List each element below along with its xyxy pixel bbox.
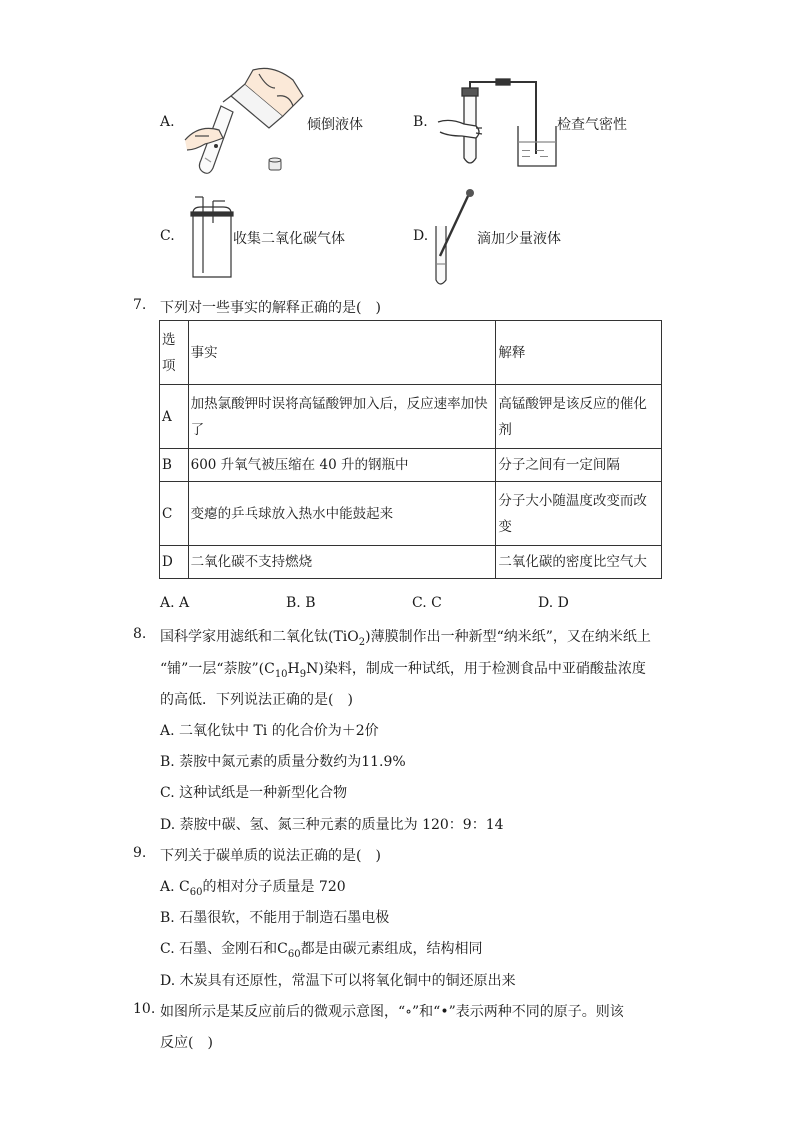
question-8-line-2 <box>160 658 646 680</box>
option-d-caption: 滴加少量液体 <box>477 231 561 247</box>
question-8-number: 8. <box>133 626 147 642</box>
question-9-option-d: D. 木炭具有还原性，常温下可以将氧化铜中的铜还原出来 <box>160 973 516 989</box>
q8-text: )薄膜制作出一种新型“纳米纸”，又在纳米纸上 <box>365 629 651 645</box>
row-option-cell: A <box>160 385 189 449</box>
dropper-figure <box>430 186 478 288</box>
option-a-caption: 倾倒液体 <box>307 117 363 133</box>
question-8-line-1 <box>160 626 651 648</box>
header-option-line1: 选 <box>162 331 176 348</box>
option-b-letter: B. <box>413 114 428 130</box>
row-fact-cell: 二氧化碳不支持燃烧 <box>188 546 496 579</box>
option-b-caption: 检查气密性 <box>557 117 627 133</box>
table-row <box>160 482 662 546</box>
option-a-letter: A. <box>160 114 175 130</box>
table-row <box>160 449 662 482</box>
q9-subscript: 60 <box>189 886 203 898</box>
q8-subscript: 9 <box>299 668 307 680</box>
q8-subscript: 2 <box>358 636 366 648</box>
row-explain-line: 变 <box>498 518 512 535</box>
option-c-caption: 收集二氧化碳气体 <box>233 231 345 247</box>
row-option-cell: C <box>160 482 189 546</box>
question-9-option-a <box>160 876 346 898</box>
header-option-cell <box>160 321 189 385</box>
q9-text: C. 石墨、金刚石和C <box>160 941 288 957</box>
question-9-stem: 下列关于碳单质的说法正确的是( ) <box>160 848 381 864</box>
row-fact-line: 了 <box>190 421 205 438</box>
q9-subscript: 60 <box>287 948 301 960</box>
row-fact-cell: 600 升氧气被压缩在 40 升的钢瓶中 <box>188 449 496 482</box>
q9-text: 的相对分子质量是 720 <box>202 879 346 895</box>
question-10-line-2: 反应( ) <box>160 1035 213 1051</box>
row-explain-cell: 分子之间有一定间隔 <box>496 449 662 482</box>
question-8-option-a: A. 二氧化钛中 Ti 的化合价为＋2价 <box>160 723 379 739</box>
header-option-line2: 项 <box>162 357 176 374</box>
choice-a: A. A <box>160 595 190 611</box>
question-10-number: 10. <box>133 1001 156 1017</box>
row-explain-cell: 二氧化碳的密度比空气大 <box>496 546 662 579</box>
q8-text: 国科学家用滤纸和二氧化钛(TiO <box>160 629 359 645</box>
facts-table <box>159 320 662 579</box>
choice-d: D. D <box>538 595 569 611</box>
table-header-row <box>160 321 662 385</box>
row-option-cell: D <box>160 546 189 579</box>
question-8-line-3: 的高低．下列说法正确的是( ) <box>160 692 353 708</box>
header-fact-cell: 事实 <box>188 321 496 385</box>
question-10-line-1: 如图所示是某反应前后的微观示意图，“∘”和“•”表示两种不同的原子。则该 <box>160 1004 624 1020</box>
row-fact-cell: 变瘪的乒乓球放入热水中能鼓起来 <box>188 482 496 546</box>
question-9-option-b: B. 石墨很软，不能用于制造石墨电极 <box>160 910 390 926</box>
q8-text: “铺”一层“萘胺”(C <box>160 661 275 677</box>
choice-c: C. C <box>412 595 442 611</box>
table-row <box>160 385 662 449</box>
row-explain-line: 高锰酸钾是该反应的催化 <box>498 395 647 412</box>
question-7-number: 7. <box>133 297 147 313</box>
pouring-liquid-figure <box>183 66 313 178</box>
q8-text: N)染料，制成一种试纸，用于检测食品中亚硝酸盐浓度 <box>306 661 646 677</box>
q9-text: A. C <box>160 879 190 895</box>
q8-text: H <box>287 661 300 677</box>
gas-collection-bottle-figure <box>183 193 235 281</box>
question-9-option-c <box>160 938 483 960</box>
table-row <box>160 546 662 579</box>
row-fact-line: 加热氯酸钾时误将高锰酸钾加入后，反应速率加快 <box>190 395 488 412</box>
row-fact-cell <box>188 385 496 449</box>
header-explain-cell: 解释 <box>496 321 662 385</box>
row-option-cell: B <box>160 449 189 482</box>
row-explain-cell <box>496 385 662 449</box>
option-d-letter: D. <box>413 228 429 244</box>
question-7-stem: 下列对一些事实的解释正确的是( ) <box>160 300 381 316</box>
question-8-option-b: B. 萘胺中氮元素的质量分数约为11.9% <box>160 754 406 770</box>
airtightness-figure <box>436 78 560 170</box>
choice-b: B. B <box>286 595 316 611</box>
row-explain-line: 分子大小随温度改变而改 <box>498 492 647 509</box>
row-explain-line: 剂 <box>498 421 512 438</box>
q9-text: 都是由碳元素组成，结构相同 <box>300 941 483 957</box>
row-explain-cell <box>496 482 662 546</box>
question-8-option-d: D. 萘胺中碳、氢、氮三种元素的质量比为 120：9：14 <box>160 817 504 833</box>
q8-subscript: 10 <box>274 668 288 680</box>
question-9-number: 9. <box>133 845 147 861</box>
option-c-letter: C. <box>160 228 175 244</box>
question-8-option-c: C. 这种试纸是一种新型化合物 <box>160 785 348 801</box>
